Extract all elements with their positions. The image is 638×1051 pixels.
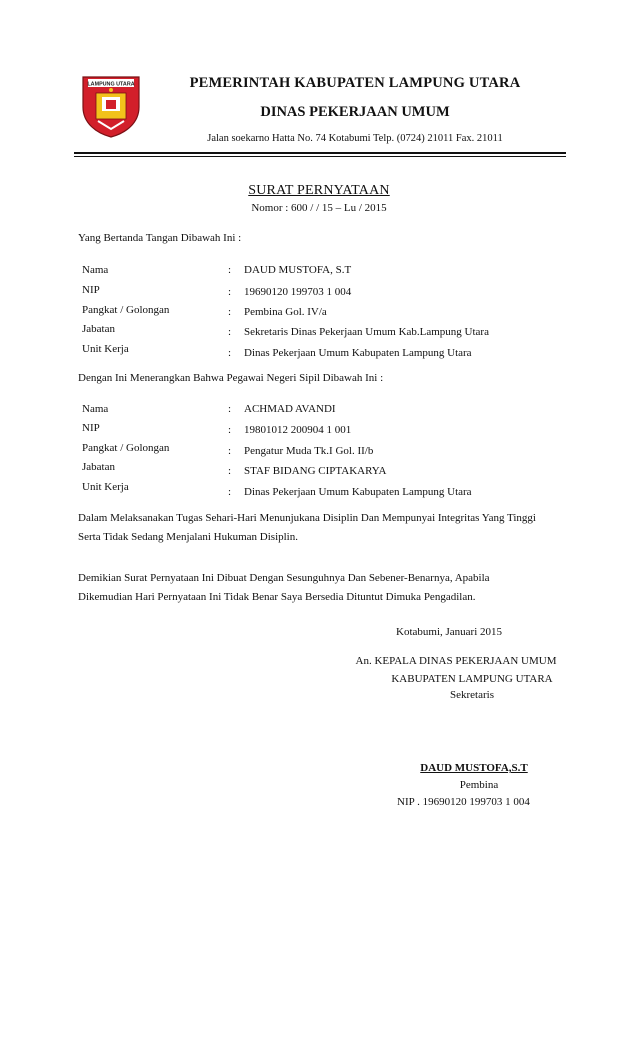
field-value: Sekretaris Dinas Pekerjaan Umum Kab.Lampung Utara — [244, 326, 489, 338]
closing-line: Demikian Surat Pernyataan Ini Dibuat Dengan Sesunguhnya Dan Sebener-Benarnya, Apabila — [78, 572, 490, 584]
signer-office-region: KABUPATEN LAMPUNG UTARA — [391, 673, 553, 685]
signer-office: An. KEPALA DINAS PEKERJAAN UMUM — [355, 655, 557, 667]
colon: : — [228, 445, 232, 457]
field-label: Nama — [82, 264, 109, 276]
colon: : — [228, 486, 232, 498]
field-value: Dinas Pekerjaan Umum Kabupaten Lampung Utara — [244, 347, 472, 359]
field-value: DAUD MUSTOFA, S.T — [244, 264, 352, 276]
signer-position: Sekretaris — [450, 689, 494, 701]
colon: : — [228, 424, 232, 436]
colon: : — [228, 465, 232, 477]
colon: : — [228, 326, 232, 338]
field-value: Pembina Gol. IV/a — [244, 306, 327, 318]
signatory-name: DAUD MUSTOFA,S.T — [420, 762, 528, 774]
document-title: SURAT PERNYATAAN — [248, 183, 390, 198]
field-value: Dinas Pekerjaan Umum Kabupaten Lampung Utara — [244, 486, 472, 498]
field-value: 19801012 200904 1 001 — [244, 424, 352, 436]
field-value: 19690120 199703 1 004 — [244, 286, 352, 298]
intro-employee: Dengan Ini Menerangkan Bahwa Pegawai Negeri Sipil Dibawah Ini : — [78, 372, 384, 384]
field-label: NIP — [82, 284, 100, 296]
header-agency: DINAS PEKERJAAN UMUM — [260, 104, 450, 120]
statement-line: Serta Tidak Sedang Menjalani Hukuman Disiplin. — [78, 531, 298, 543]
colon: : — [228, 347, 232, 359]
header-rule-thin — [74, 156, 566, 157]
colon: : — [228, 403, 232, 415]
field-value: STAF BIDANG CIPTAKARYA — [244, 465, 387, 477]
header-government: PEMERINTAH KABUPATEN LAMPUNG UTARA — [189, 75, 521, 91]
field-label: Jabatan — [82, 461, 115, 473]
field-label: NIP — [82, 422, 100, 434]
field-label: Nama — [82, 403, 109, 415]
header-rule-thick — [74, 152, 566, 154]
field-label: Unit Kerja — [82, 343, 129, 355]
signatory-nip: NIP . 19690120 199703 1 004 — [397, 796, 530, 808]
intro-signer: Yang Bertanda Tangan Dibawah Ini : — [78, 232, 242, 244]
field-label: Pangkat / Golongan — [82, 442, 170, 454]
colon: : — [228, 306, 232, 318]
colon: : — [228, 286, 232, 298]
closing-line: Dikemudian Hari Pernyataan Ini Tidak Benar Saya Bersedia Dituntut Dimuka Pengadilan. — [78, 591, 476, 603]
field-value: Pengatur Muda Tk.I Gol. II/b — [244, 445, 374, 457]
colon: : — [228, 264, 232, 276]
statement-line: Dalam Melaksanakan Tugas Sehari-Hari Menunjukana Disiplin Dan Mempunyai Integritas Yang Tinggi — [78, 512, 536, 524]
header-address: Jalan soekarno Hatta No. 74 Kotabumi Telp. (0724) 21011 Fax. 21011 — [207, 133, 503, 144]
document-number: Nomor : 600 / / 15 – Lu / 2015 — [251, 202, 387, 214]
field-label: Jabatan — [82, 323, 115, 335]
logo-text: LAMPUNG UTARA — [87, 81, 135, 88]
signatory-rank: Pembina — [459, 779, 499, 791]
field-value: ACHMAD AVANDI — [244, 403, 336, 415]
regency-logo — [80, 73, 142, 139]
place-date: Kotabumi, Januari 2015 — [396, 626, 503, 638]
field-label: Unit Kerja — [82, 481, 129, 493]
field-label: Pangkat / Golongan — [82, 304, 170, 316]
